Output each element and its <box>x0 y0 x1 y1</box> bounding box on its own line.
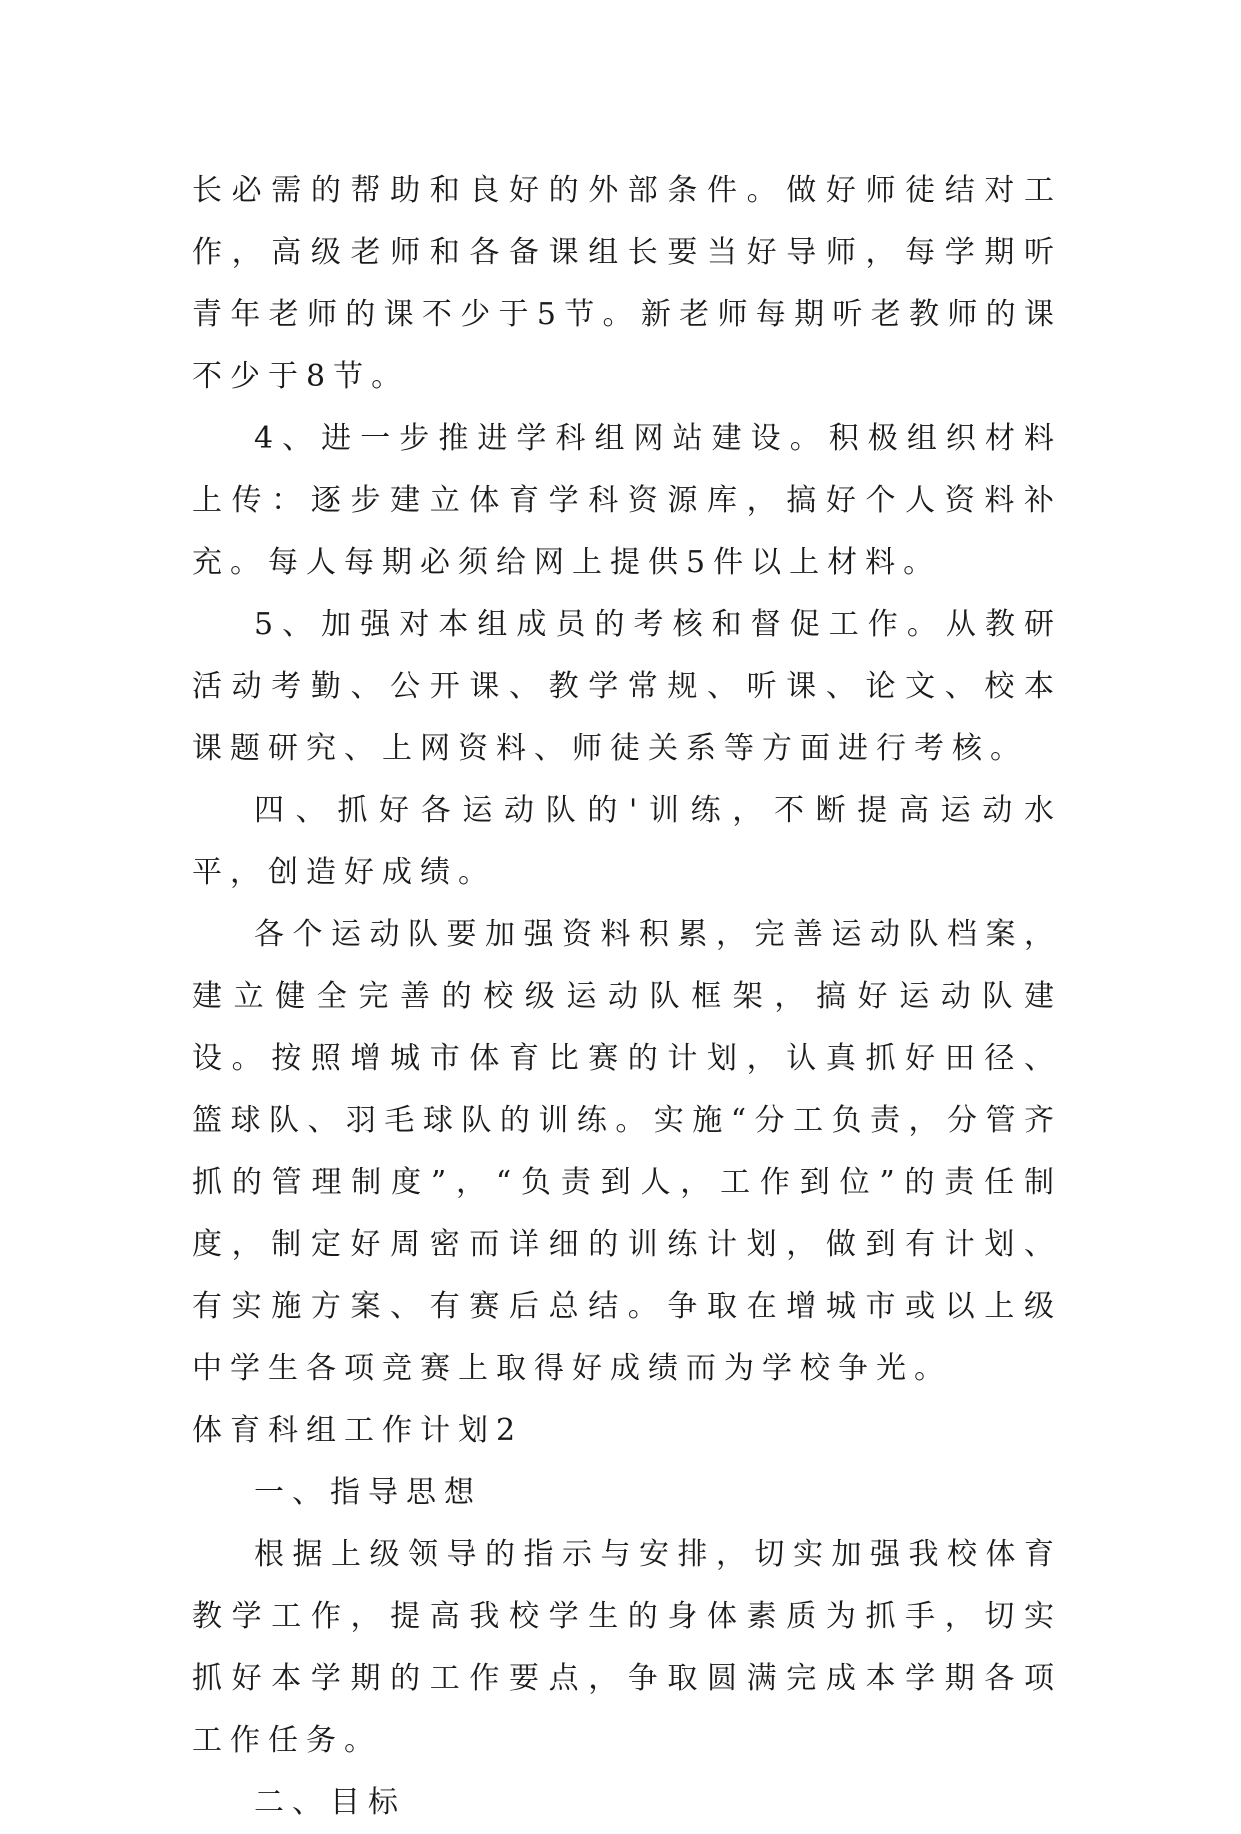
document-body <box>192 160 1062 1834</box>
section-heading-goals: 二、目标 <box>254 1785 406 1820</box>
paragraph-website: 4、进一步推进学科组网站建设。积极组织材料上传：逐步建立体育学科资源库，搞好个人资料补充。每人每期必须给网上提供5件以上材料。 <box>192 421 1062 580</box>
section-heading-training: 四、抓好各运动队的'训练，不断提高运动水平，创造好成绩。 <box>192 793 1062 890</box>
paragraph-assessment: 5、加强对本组成员的考核和督促工作。从教研活动考勤、公开课、教学常规、听课、论文、校本课题研究、上网资料、师徒关系等方面进行考核。 <box>192 607 1062 766</box>
paragraph-mentoring: 长必需的帮助和良好的外部条件。做好师徒结对工作，高级老师和各备课组长要当好导师，每学期听青年老师的课不少于5节。新老师每期听老教师的课不少于8节。 <box>192 173 1062 394</box>
document-title-plan-2: 体育科组工作计划2 <box>192 1413 524 1448</box>
paragraph-guiding-ideology: 根据上级领导的指示与安排，切实加强我校体育教学工作，提高我校学生的身体素质为抓手，切实抓好本学期的工作要点，争取圆满完成本学期各项工作任务。 <box>192 1537 1062 1758</box>
paragraph-sports-teams: 各个运动队要加强资料积累，完善运动队档案，建立健全完善的校级运动队框架，搞好运动队建设。按照增城市体育比赛的计划，认真抓好田径、篮球队、羽毛球队的训练。实施“分工负责，分管齐抓的管理制度”，“负责到人，工作到位”的责任制度，制定好周密而详细的训练计划，做到有计划、有实施方案、有赛后总结。争取在增城市或以上级中学生各项竞赛上取得好成绩而为学校争光。 <box>192 917 1062 1386</box>
section-heading-guiding-ideology: 一、指导思想 <box>254 1475 482 1510</box>
